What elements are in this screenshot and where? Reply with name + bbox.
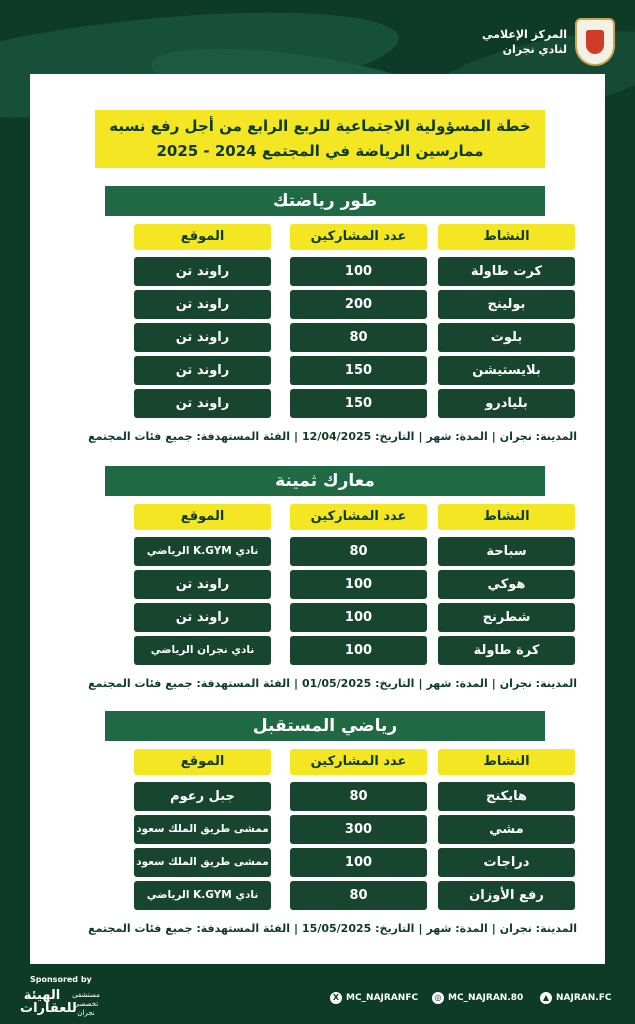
location-cell: راوند تن [134,603,271,632]
participants-cell: 100 [290,603,427,632]
column-header-participants: عدد المشاركين [290,504,427,530]
activity-cell: مشي [438,815,575,844]
snapchat-icon: ▲ [540,992,552,1004]
title-line-1: خطة المسؤولية الاجتماعية للربع الرابع من أجل رفع نسبه [109,117,531,135]
section-title: رياضي المستقبل [105,711,545,741]
activity-cell: بولينج [438,290,575,319]
location-cell: راوند تن [134,389,271,418]
location-cell: راوند تن [134,323,271,352]
club-logo-icon [575,18,615,66]
activity-cell: رفع الأوزان [438,881,575,910]
info-duration: المدة: شهر [426,430,488,443]
activity-cell: كرت طاولة [438,257,575,286]
column-header-activity: النشاط [438,224,575,250]
info-date: التاريخ: 15/05/2025 [302,922,415,935]
column-header-participants: عدد المشاركين [290,749,427,775]
participants-cell: 80 [290,881,427,910]
activity-cell: سباحة [438,537,575,566]
participants-cell: 150 [290,356,427,385]
participants-cell: 150 [290,389,427,418]
column-header-location: الموقع [134,224,271,250]
info-duration: المدة: شهر [426,922,488,935]
plan-card [30,74,605,964]
participants-cell: 100 [290,570,427,599]
column-header-activity: النشاط [438,504,575,530]
activity-cell: دراجات [438,848,575,877]
section-info-line: المدينة: نجران|المدة: شهر|التاريخ: 12/04/2025|الفئة المستهدفة: جميع فئات المجتمع [88,430,577,443]
location-cell: جبل رعوم [134,782,271,811]
location-cell: راوند تن [134,257,271,286]
sponsor-logo-2: مستشفى تخصصي نجران [72,991,100,1017]
location-cell: نادي K.GYM الرياضي [134,537,271,566]
column-header-location: الموقع [134,749,271,775]
sponsored-label: Sponsored by [30,975,92,984]
title-line-2: ممارسين الرياضة في المجتمع 2024 - 2025 [156,142,484,160]
info-date: التاريخ: 01/05/2025 [302,677,415,690]
info-duration: المدة: شهر [426,677,488,690]
activity-cell: شطرنج [438,603,575,632]
participants-cell: 80 [290,323,427,352]
page-footer [0,975,635,1024]
location-cell: راوند تن [134,356,271,385]
page-header [482,18,615,66]
location-cell: ممشى طريق الملك سعود [134,815,271,844]
location-cell: ممشى طريق الملك سعود [134,848,271,877]
info-city: المدينة: نجران [499,922,577,935]
participants-cell: 80 [290,537,427,566]
info-city: المدينة: نجران [499,430,577,443]
instagram-icon: ◎ [432,992,444,1004]
location-cell: نادي K.GYM الرياضي [134,881,271,910]
social-instagram[interactable] [432,992,523,1004]
location-cell: نادي نجران الرياضي [134,636,271,665]
activity-cell: هوكي [438,570,575,599]
page-title [95,110,545,168]
participants-cell: 80 [290,782,427,811]
section-title: معارك ثمينة [105,466,545,496]
activity-cell: بلوت [438,323,575,352]
participants-cell: 100 [290,257,427,286]
column-header-participants: عدد المشاركين [290,224,427,250]
info-city: المدينة: نجران [499,677,577,690]
column-header-location: الموقع [134,504,271,530]
social-handle: MC_NAJRAN.80 [448,993,524,1003]
header-line-2: لنادي نجران [502,43,567,56]
activity-cell: كرة طاولة [438,636,575,665]
location-cell: راوند تن [134,570,271,599]
participants-cell: 100 [290,636,427,665]
header-title [482,27,567,57]
participants-cell: 100 [290,848,427,877]
social-handle: NAJRAN.FC [556,993,612,1003]
participants-cell: 300 [290,815,427,844]
social-snapchat[interactable] [540,992,611,1004]
column-header-activity: النشاط [438,749,575,775]
info-audience: الفئة المستهدفة: جميع فئات المجتمع [88,430,290,443]
info-audience: الفئة المستهدفة: جميع فئات المجتمع [88,922,290,935]
activity-cell: بليادرو [438,389,575,418]
location-cell: راوند تن [134,290,271,319]
activity-cell: هايكنج [438,782,575,811]
activity-cell: بلايستيشن [438,356,575,385]
x-icon: X [330,992,342,1004]
section-title: طور رياضتك [105,186,545,216]
social-x[interactable] [330,992,418,1004]
participants-cell: 200 [290,290,427,319]
header-line-1: المركز الإعلامي [482,28,567,41]
sponsor-logo-1: الهيئة للعقارات [20,988,77,1016]
section-info-line: المدينة: نجران|المدة: شهر|التاريخ: 15/05/2025|الفئة المستهدفة: جميع فئات المجتمع [88,922,577,935]
info-date: التاريخ: 12/04/2025 [302,430,415,443]
social-handle: MC_NAJRANFC [346,993,419,1003]
info-audience: الفئة المستهدفة: جميع فئات المجتمع [88,677,290,690]
section-info-line: المدينة: نجران|المدة: شهر|التاريخ: 01/05/2025|الفئة المستهدفة: جميع فئات المجتمع [88,677,577,690]
